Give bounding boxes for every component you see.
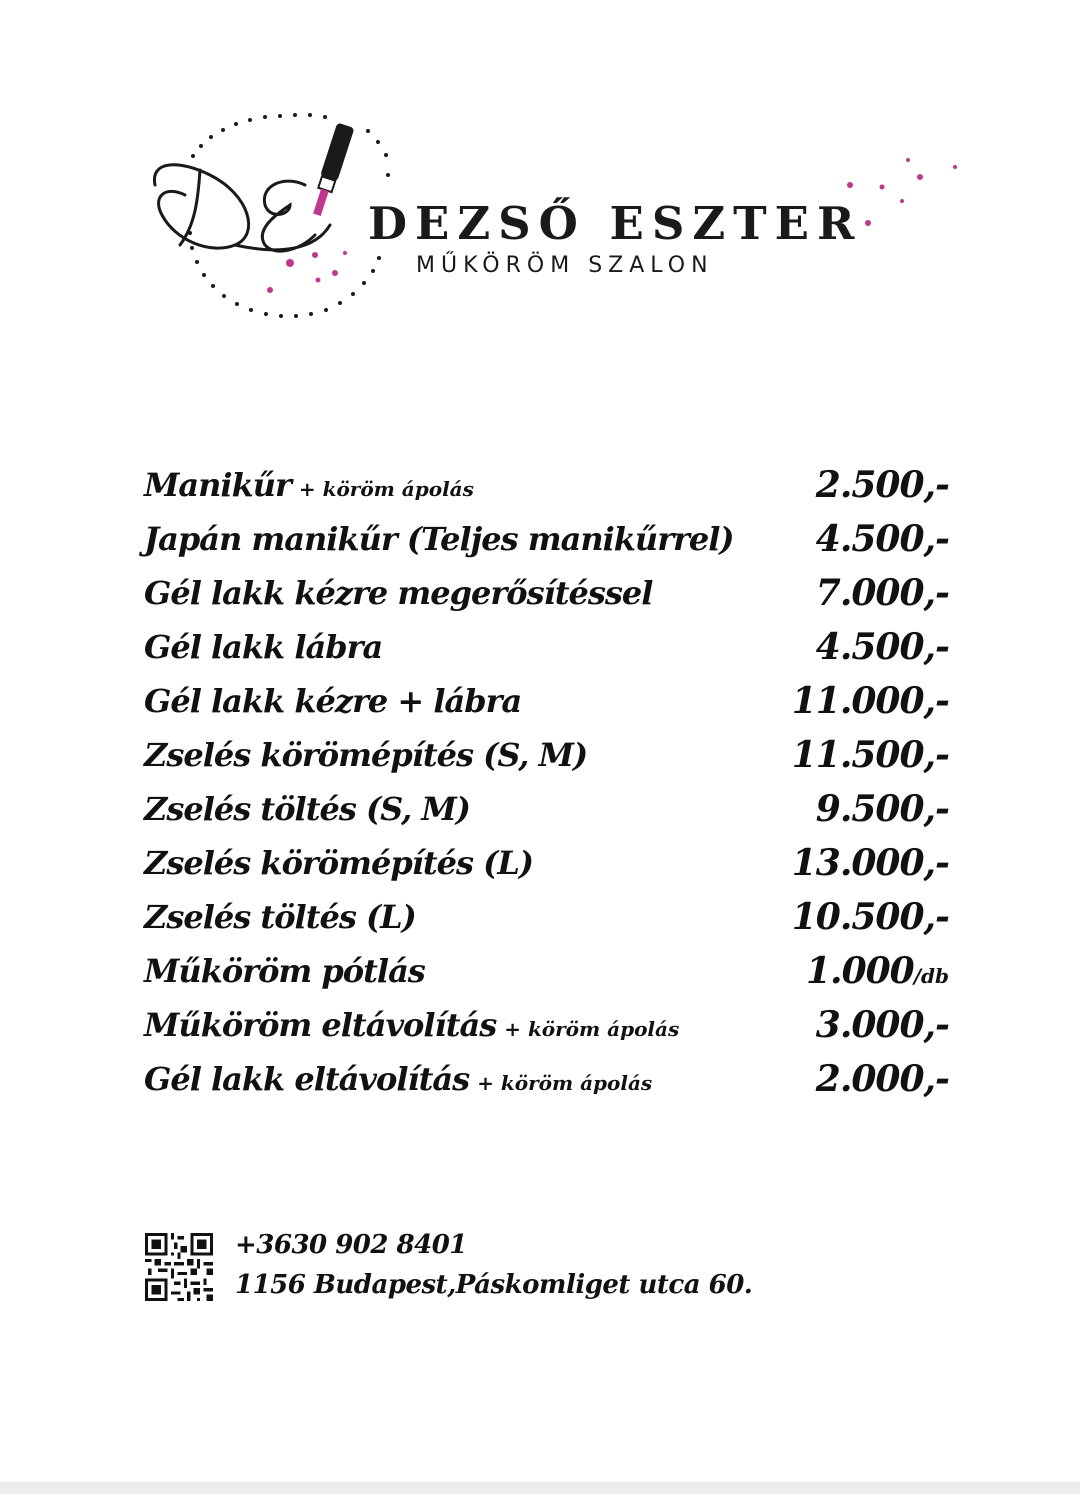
- service-price: 7.000,-: [815, 572, 949, 614]
- price-row: [144, 1000, 949, 1054]
- price-row: [144, 730, 949, 784]
- service-note: + köröm ápolás: [504, 1017, 680, 1041]
- price-row: [144, 622, 949, 676]
- price-row: [144, 514, 949, 568]
- service-note: + köröm ápolás: [298, 477, 474, 501]
- service-name: Zselés körömépítés (L): [144, 844, 533, 882]
- service-name: Japán manikűr (Teljes manikűrrel): [144, 520, 734, 558]
- price-row: [144, 838, 949, 892]
- service-note: + köröm ápolás: [477, 1071, 653, 1095]
- service-name: Zselés töltés (L): [144, 898, 416, 936]
- price-row: [144, 1054, 949, 1108]
- price-row: [144, 676, 949, 730]
- service-name: Gél lakk kézre megerősítéssel: [144, 574, 653, 612]
- service-price: 13.000,-: [791, 842, 949, 884]
- service-price: 10.500,-: [791, 896, 949, 938]
- price-row: [144, 460, 949, 514]
- service-price: 4.500,-: [815, 626, 949, 668]
- qr-code-icon: [145, 1233, 213, 1301]
- brand-logo: [140, 105, 980, 335]
- bottom-band: [0, 1482, 1080, 1494]
- price-list: [144, 460, 949, 1108]
- service-price: 4.500,-: [815, 518, 949, 560]
- brand-subtitle: MŰKÖRÖM SZALON: [416, 253, 714, 278]
- price-row: [144, 946, 949, 1000]
- service-name: Műköröm pótlás: [144, 952, 425, 990]
- contact-block: [145, 1230, 845, 1305]
- brand-name: DEZSŐ ESZTER: [368, 197, 863, 250]
- phone-number: +3630 902 8401: [235, 1230, 467, 1260]
- service-name: Gél lakk eltávolítás + köröm ápolás: [144, 1060, 653, 1098]
- service-name: Gél lakk lábra: [144, 628, 383, 666]
- service-price: 1.000/db: [805, 950, 949, 992]
- price-row: [144, 568, 949, 622]
- service-price: 9.500,-: [815, 788, 949, 830]
- service-price: 11.000,-: [791, 680, 949, 722]
- service-price: 3.000,-: [815, 1004, 949, 1046]
- price-row: [144, 784, 949, 838]
- service-name: Zselés körömépítés (S, M): [144, 736, 588, 774]
- service-name: Manikűr + köröm ápolás: [144, 466, 474, 504]
- service-price: 2.000,-: [815, 1058, 949, 1100]
- price-row: [144, 892, 949, 946]
- service-name: Zselés töltés (S, M): [144, 790, 470, 828]
- service-name: Gél lakk kézre + lábra: [144, 682, 522, 720]
- address: 1156 Budapest,Páskomliget utca 60.: [235, 1270, 753, 1300]
- service-name: Műköröm eltávolítás + köröm ápolás: [144, 1006, 680, 1044]
- service-price: 11.500,-: [791, 734, 949, 776]
- service-price: 2.500,-: [815, 464, 949, 506]
